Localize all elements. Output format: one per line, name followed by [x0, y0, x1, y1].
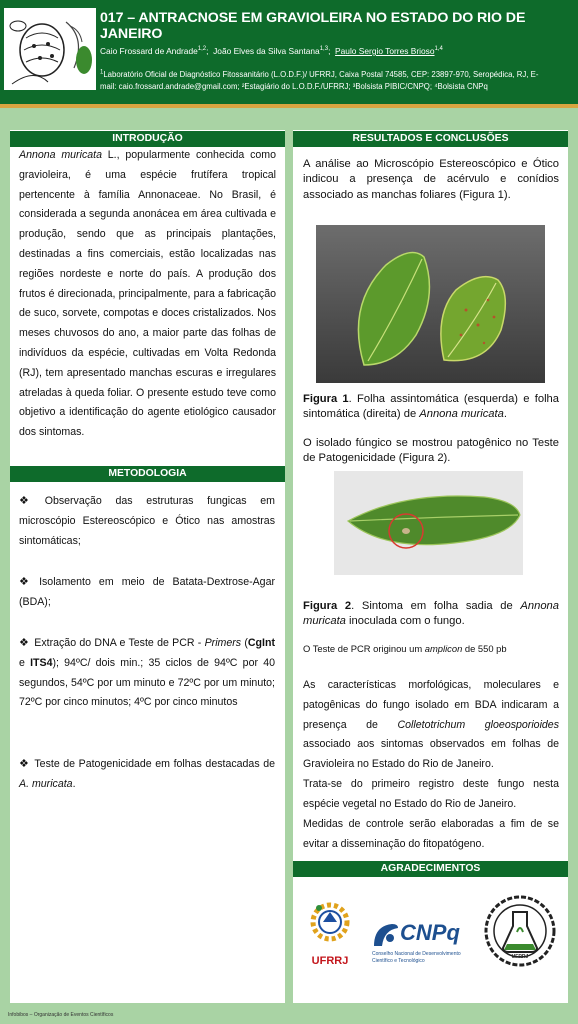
figure-2-leaf-photo: [334, 471, 523, 575]
section-heading-metodologia: METODOLOGIA: [10, 466, 285, 482]
method-item: ❖ Isolamento em meio de Batata-Dextrose-Agar (BDA);: [19, 573, 275, 613]
author-affiliation-marker: 1,4: [434, 46, 443, 53]
method-item: ❖ Teste de Patogenicidade em folhas destacadas de A. muricata.: [19, 755, 275, 795]
cnpq-logo-text: CNPq: [400, 920, 460, 945]
affiliation-line: Laboratório Oficial de Diagnóstico Fitossanitário (L.O.D.F.)/ UFRRJ, Caixa Postal 74585, CEP: 23897-970, Seropédica, RJ, E-: [103, 70, 539, 79]
poster-title: 017 – ANTRACNOSE EM GRAVIOLEIRA NO ESTADO DO RIO DE JANEIRO: [100, 10, 526, 42]
bullet-star-icon: ❖: [19, 576, 29, 588]
lab-seal-logo: [483, 894, 557, 968]
figure-1-leaves-photo: [316, 225, 545, 383]
lab-seal-text: UFRRJ: [511, 954, 529, 960]
author-affiliation-marker: 1,3: [319, 46, 329, 53]
conclusion-paragraph: Medidas de controle serão elaboradas a fim de se evitar a disseminação do fitopatógeno.: [303, 818, 559, 850]
cnpq-logo-subtitle: Científico e Tecnológico: [372, 958, 425, 964]
annona-illustration-icon: [4, 8, 96, 90]
conclusion-paragraph: As características morfológicas, moleculares e patogênicas do fungo isolado em BDA indicaram a presença de Colletotrichum gloeosporioides associado aos sintomas observados em folhas de Gravioleira no Estado do Rio de Janeiro.: [303, 679, 559, 771]
figure-2-caption: Figura 2. Sintoma em folha sadia de Annona muricata inoculada com o fungo.: [303, 600, 559, 628]
ufrrj-logo: [305, 898, 355, 968]
affiliations: $^1$Laboratório Oficial de Diagnóstico Fitossanitário (L.O.D.F.)/ UFRRJ, Caixa Postal 74585, CEP: 23897-970, Seropédica, RJ, E- mail: caio.frossard.andrade@gmail.com; ²Estagiário do L.O.D.F./UFRRJ; ³Bolsista PIBIC/CNPQ; ⁴Bolsista CNPq: [100, 69, 539, 91]
section-heading-agradecimentos: AGRADECIMENTOS: [293, 861, 568, 877]
poster-header: [0, 0, 578, 104]
cnpq-symbol-icon: [370, 920, 400, 950]
author-affiliation-marker: 1,2: [197, 46, 207, 53]
result-paragraph: A análise ao Microscópio Estereoscópico e Ótico indicou a presença de acérvulo e conídios associado as manchas foliares (Figura 1).: [303, 158, 559, 201]
method-item: ❖ Observação das estruturas fungicas em microscópio Estereoscópico e Ótico nas amostras sintomáticas;: [19, 492, 275, 551]
species-name: Annona muricata: [19, 149, 102, 161]
bullet-star-icon: ❖: [19, 758, 29, 770]
pcr-result: O Teste de PCR originou um amplicon de 550 pb: [303, 643, 507, 654]
ufrrj-logo-text: UFRRJ: [311, 955, 349, 967]
author-name: Caio Frossard de Andrade: [100, 46, 198, 56]
introducao-text: Annona muricata L., popularmente conhecida como gravioleira, é uma espécie frutífera tropical pertencente à família Annonaceae. No Brasil, é considerada a segunda anonácea em área cultivada e produção, sendo que as principais plantações, destinadas a fins comerciais, estão localizadas nas regiões nordeste e norte do país. A produção dos frutos é direcionada, principalmente, para a fabricação de suco, sorvete, compotas e doces cristalizados. Nos meses chuvosos do ano, a maior parte das folhas de indivíduos da espécie, cultivadas em Volta Redonda (RJ), tem apresentado manchas escuras e irregulares atreladas à queda foliar. O presente estudo teve como objetivo a identificação do agente etiológico causador dos sintomas.: [19, 149, 276, 439]
section-heading-resultados: RESULTADOS E CONCLUSÕES: [293, 131, 568, 147]
header-divider: [0, 104, 578, 108]
author-list: Caio Frossard de Andrade$^{1,2}$; João Elves da Silva Santana$^{1,3}$; Paulo Sergio Torres Brioso$^{1,4}$: [100, 46, 443, 56]
conclusion-paragraph: Trata-se do primeiro registro deste fungo nesta espécie vegetal no Estado do Rio de Janeiro.: [303, 778, 559, 810]
affiliation-line: mail: caio.frossard.andrade@gmail.com; ²Estagiário do L.O.D.F./UFRRJ; ³Bolsista PIBIC/CNPQ; ⁴Bolsista CNPq: [100, 82, 488, 91]
result-paragraph: O isolado fúngico se mostrou patogênico no Teste de Patogenicidade (Figura 2).: [303, 437, 559, 465]
author-name: Paulo Sergio Torres Brioso: [335, 46, 435, 56]
footer-credit: Infobibos – Organização de Eventos Científicos: [8, 1012, 114, 1018]
figure-1-caption: Figura 1. Folha assintomática (esquerda) e folha sintomática (direita) de Annona muricata.: [303, 393, 560, 421]
poster-logo: [4, 8, 96, 90]
cnpq-logo: [370, 918, 475, 968]
cnpq-logo-subtitle: Conselho Nacional de Desenvolvimento: [372, 951, 461, 957]
ufrrj-gear-icon: [305, 898, 355, 950]
author-name: João Elves da Silva Santana: [213, 46, 320, 56]
method-item: ❖ Extração do DNA e Teste de PCR - Primers (CgInt e ITS4); 94ºC/ dois min.; 35 ciclos de 94ºC por 40 segundos, 54ºC por um minuto e 72ºC por um minuto; 72ºC por cinco minutos; 4ºC por cinco minutos: [19, 634, 275, 713]
bullet-star-icon: ❖: [19, 637, 29, 649]
bullet-star-icon: ❖: [19, 495, 29, 507]
section-heading-introducao: INTRODUÇÃO: [10, 131, 285, 147]
